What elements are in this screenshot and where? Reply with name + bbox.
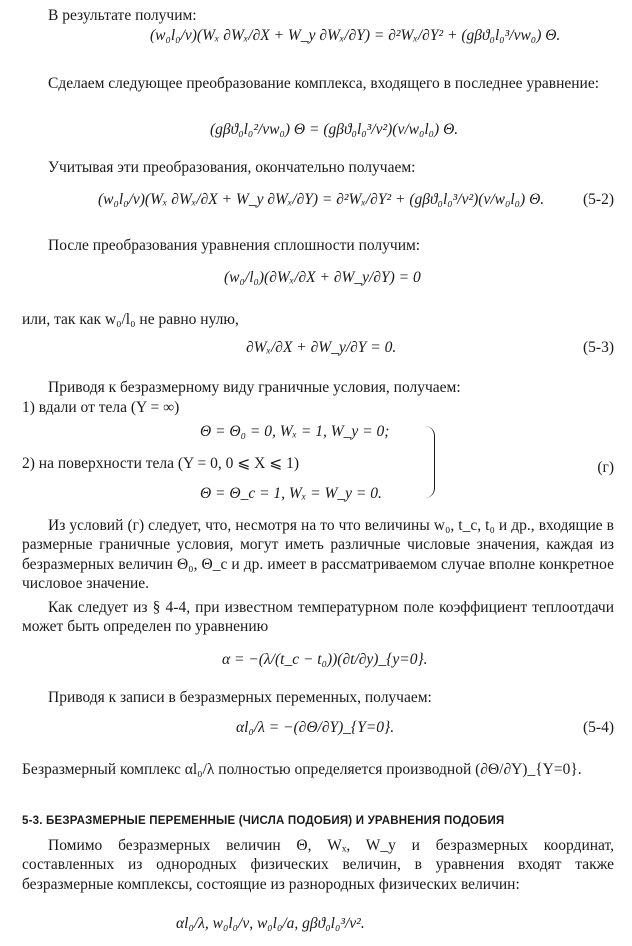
equation: αl₀/λ = −(∂Θ/∂Y)_{Y=0}. <box>236 719 395 736</box>
right-brace <box>420 426 435 498</box>
equation: αl₀/λ, w₀l₀/ν, w₀l₀/a, gβϑ₀l₀³/ν². <box>176 915 365 932</box>
text-line: В результате получим: <box>48 7 197 24</box>
equation-number: (г) <box>597 459 614 476</box>
equation: Θ = Θ₀ = 0, Wₓ = 1, W_y = 0; <box>200 423 390 440</box>
equation: Θ = Θ_c = 1, Wₓ = W_y = 0. <box>200 485 382 502</box>
equation: (w₀l₀/ν)(Wₓ ∂Wₓ/∂X + W_y ∂Wₓ/∂Y) = ∂²Wₓ/∂Y² + (gβϑ₀l₀³/νw₀) Θ. <box>150 27 561 44</box>
equation: ∂Wₓ/∂X + ∂W_y/∂Y = 0. <box>246 339 397 356</box>
text-line: 1) вдали от тела (Y = ∞) <box>22 399 180 416</box>
equation: (gβϑ₀l₀²/νw₀) Θ = (gβϑ₀l₀³/ν²)(ν/w₀l₀) Θ. <box>210 121 459 138</box>
paragraph: Безразмерный комплекс αl₀/λ полностью определяется производной (∂Θ/∂Y)_{Y=0}. <box>22 761 582 778</box>
paragraph: Помимо безразмерных величин Θ, Wₓ, W_y и безразмерных координат, составленных из однородных физических величин, в уравнения входят также безразмерные комплексы, состоящие из разнородных физических величин: <box>22 837 614 893</box>
text-line: Приводя к безразмерному виду граничные условия, получаем: <box>48 379 461 396</box>
text-line: или, так как w₀/l₀ не равно нулю, <box>22 311 239 328</box>
paragraph: Из условий (г) следует, что, несмотря на то что величины w₀, t_c, t₀ и др., входящие в размерные граничные условия, могут иметь различные числовые значения, каждая из безразмерных величин Θ₀, Θ_c и др. имеет в рассматриваемом случае вполне конкретное числовое значение. <box>22 517 614 593</box>
equation: (w₀l₀/ν)(Wₓ ∂Wₓ/∂X + W_y ∂Wₓ/∂Y) = ∂²Wₓ/∂Y² + (gβϑ₀l₀³/ν²)(ν/w₀l₀) Θ. <box>98 191 545 208</box>
text-line: Приводя к записи в безразмерных переменных, получаем: <box>48 689 432 706</box>
section-heading: 5-3. БЕЗРАЗМЕРНЫЕ ПЕРЕМЕННЫЕ (ЧИСЛА ПОДОБИЯ) И УРАВНЕНИЯ ПОДОБИЯ <box>22 815 505 827</box>
equation-number: (5-4) <box>583 719 614 736</box>
equation-number: (5-2) <box>583 191 614 208</box>
paragraph: Как следует из § 4-4, при известном температурном поле коэффициент теплоотдачи может быть определен по уравнению <box>22 599 614 636</box>
paragraph: Сделаем следующее преобразование комплекса, входящего в последнее уравнение: <box>48 75 600 92</box>
text-line: Учитывая эти преобразования, окончательно получаем: <box>48 159 416 176</box>
equation-number: (5-3) <box>583 339 614 356</box>
equation: (w₀/l₀)(∂Wₓ/∂X + ∂W_y/∂Y) = 0 <box>224 269 421 286</box>
equation: α = −(λ/(t_c − t₀))(∂t/∂y)_{y=0}. <box>222 651 428 668</box>
text-line: 2) на поверхности тела (Y = 0, 0 ⩽ X ⩽ 1) <box>22 455 299 472</box>
text-line: После преобразования уравнения сплошности получим: <box>48 237 421 254</box>
